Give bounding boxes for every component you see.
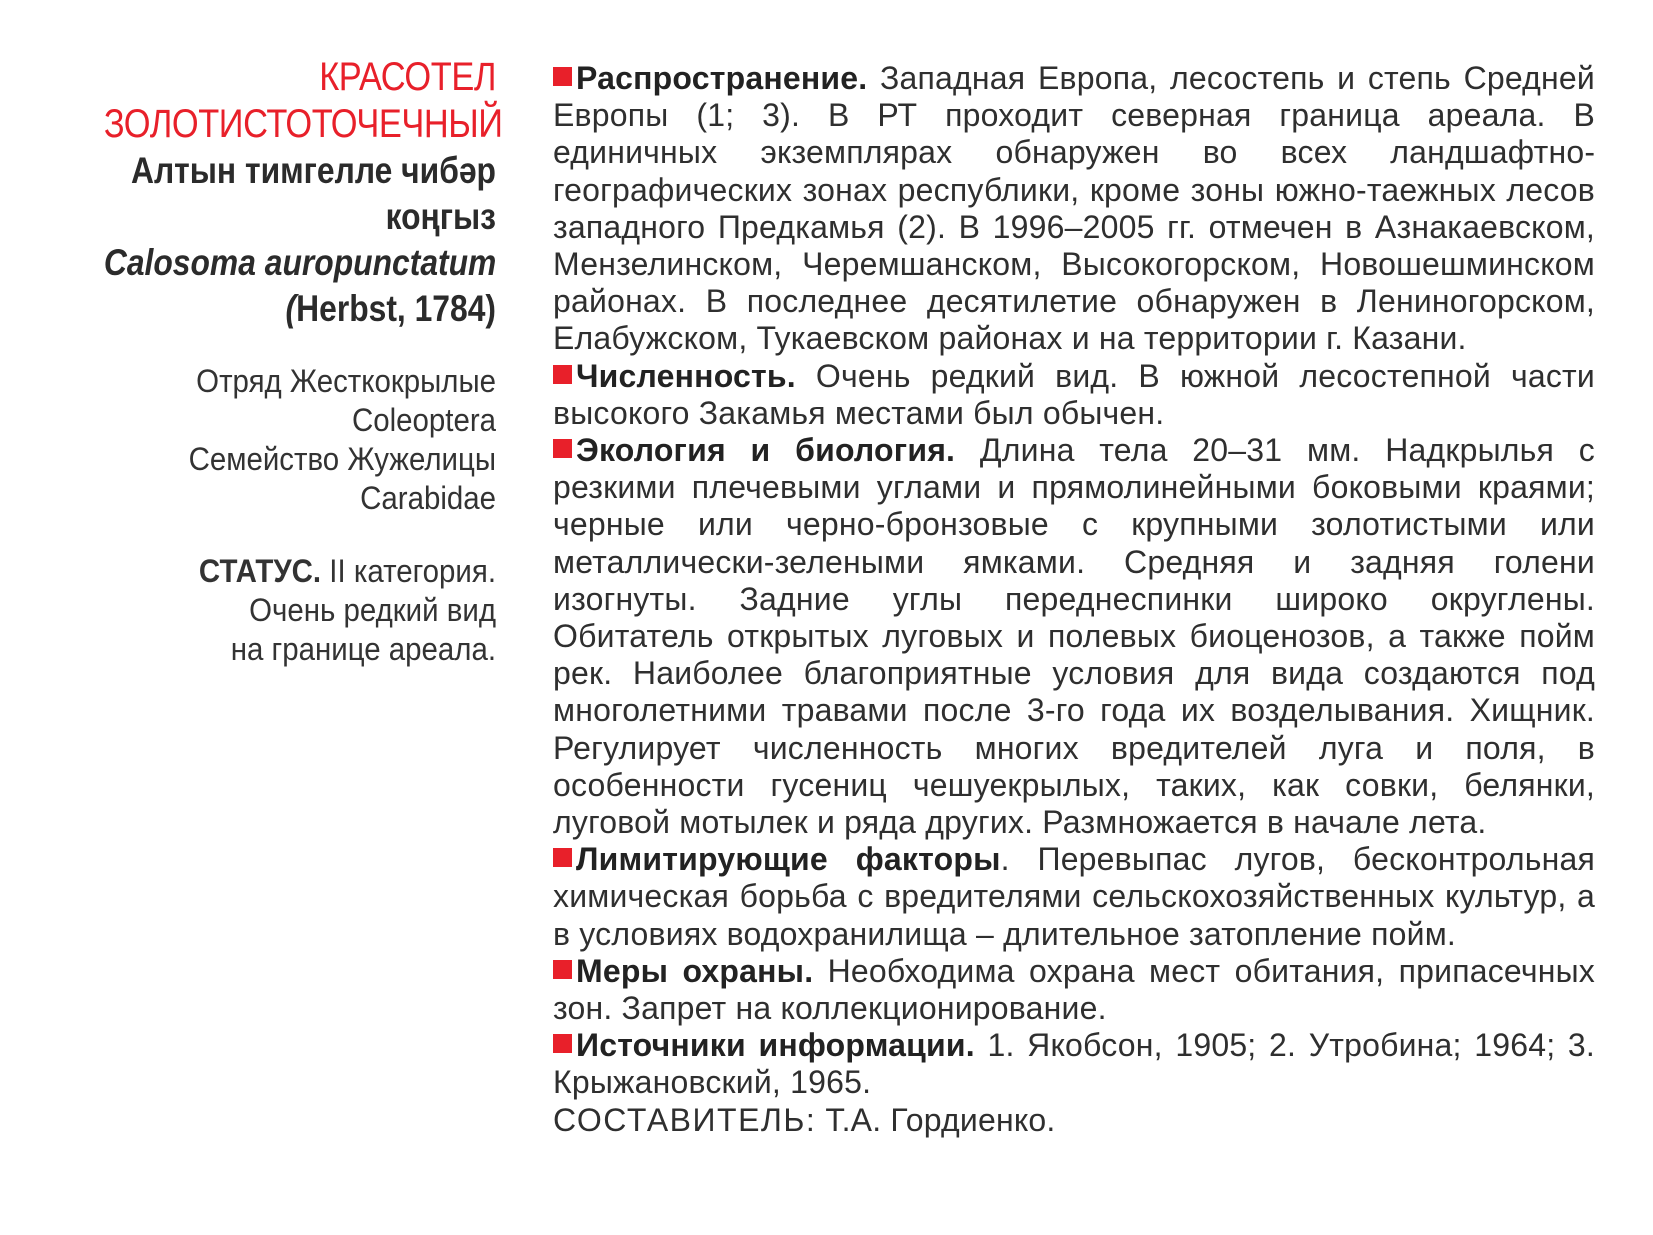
section-text-abundance: Очень редкий вид. В южной лесостепной части высокого Закамья местами был обычен. (553, 357, 1595, 431)
red-square-bullet-icon (553, 848, 572, 867)
species-description (553, 60, 1595, 1139)
species-header (40, 54, 503, 669)
family-russian: Семейство Жужелицы (188, 441, 496, 477)
status-label: СТАТУС. (198, 553, 322, 589)
red-square-bullet-icon (553, 1034, 572, 1053)
species-author (104, 286, 496, 332)
section-text-sources: 1. Якобсон, 1905; 2. Утробина; 1964; 3. Крыжановский, 1965. (553, 1027, 1596, 1101)
status-line2: Очень редкий вид (249, 592, 496, 628)
status-value: II категория. (321, 553, 496, 589)
section-heading-protection: Меры охраны. (576, 952, 814, 989)
composer-label: СОСТАВИТЕЛЬ: (553, 1101, 817, 1138)
species-name-tatar-line1: Алтын тимгелле чибәр (130, 150, 496, 191)
family-latin: Carabidae (360, 480, 496, 516)
red-square-bullet-icon (553, 439, 572, 458)
taxonomy-block (76, 362, 496, 518)
section-text-distribution: Западная Европа, лесостепь и степь Средней Европы (1; 3). В РТ проходит северная граница ареала. В единичных экземплярах обнаружен во всех ландшафтногеографических зонах республики, кроме зоны южно-таежных лесов западного Предкамья (2). В 1996–2005 гг. отмечен в Азнакаевском, Мензелинском, Черемшанском, Высокогорском, Новошешминском районах. В последнее десятилетие обнаружен в Лениногорском, Елабужском, Тукаевском районах и на территории г. Казани. (553, 60, 1595, 357)
section-sources (553, 1027, 1595, 1101)
section-distribution (553, 60, 1595, 358)
section-text-ecology: Длина тела 20–31 мм. Надкрылья с резкими плечевыми углами и прямолинейными боковыми краями; черные или черно-бронзовые с крупными золотистыми или металлически-зелеными ямками. Средняя и задняя голени изогнуты. Задние углы переднеспинки широко округлены. Обитатель открытых луговых и полевых биоценозов, а также пойм рек. Наиболее благоприятные условия для вида создаются под многолетними травами после 3-го года их возделывания. Хищник. Регулирует численность многих вредителей луга и поля, в особенности гусениц чешуекрылых, таких, как совки, белянки, луговой мотылек и ряда других. Размножается в начале лета. (553, 432, 1595, 841)
section-heading-abundance: Численность. (576, 357, 796, 394)
status-line3: на границе ареала. (230, 631, 496, 667)
section-text-limiting: . Перевыпас лугов, бесконтрольная химическая борьба с вредителями сельскохозяйственных культур, а в условиях водохранилища – длительное затопление пойм. (553, 841, 1595, 952)
status-block (76, 552, 496, 669)
author-open-paren: ( (285, 288, 297, 329)
species-name-latin: Calosoma auropunctatum (103, 242, 497, 283)
section-text-protection: Необходима охрана мест обитания, припасечных зон. Запрет на коллекционирование. (553, 952, 1595, 1027)
section-abundance (553, 358, 1595, 432)
section-composer (553, 1102, 1595, 1139)
red-square-bullet-icon (553, 960, 572, 979)
order-russian: Отряд Жесткокрылые (196, 363, 496, 399)
section-heading-ecology: Экология и биология. (576, 432, 956, 469)
author-text: Herbst, 1784) (296, 288, 496, 329)
section-heading-distribution: Распространение. (576, 60, 868, 96)
species-name-tatar-line2: коңгыз (385, 196, 496, 237)
section-limiting-factors (553, 841, 1595, 953)
species-name-russian-line2: ЗОЛОТИСТОТОЧЕЧНЫЙ (103, 102, 503, 146)
section-heading-limiting: Лимитирующие факторы (576, 841, 1001, 878)
section-ecology (553, 432, 1595, 841)
species-name-russian-line1: КРАСОТЕЛ (319, 55, 496, 99)
status-line1 (76, 552, 496, 591)
red-square-bullet-icon (553, 365, 572, 384)
order-latin: Coleoptera (351, 402, 496, 438)
composer-name: Т.А. Гордиенко. (816, 1101, 1056, 1138)
red-square-bullet-icon (553, 67, 572, 86)
section-protection (553, 953, 1595, 1027)
section-heading-sources: Источники информации. (576, 1027, 975, 1064)
